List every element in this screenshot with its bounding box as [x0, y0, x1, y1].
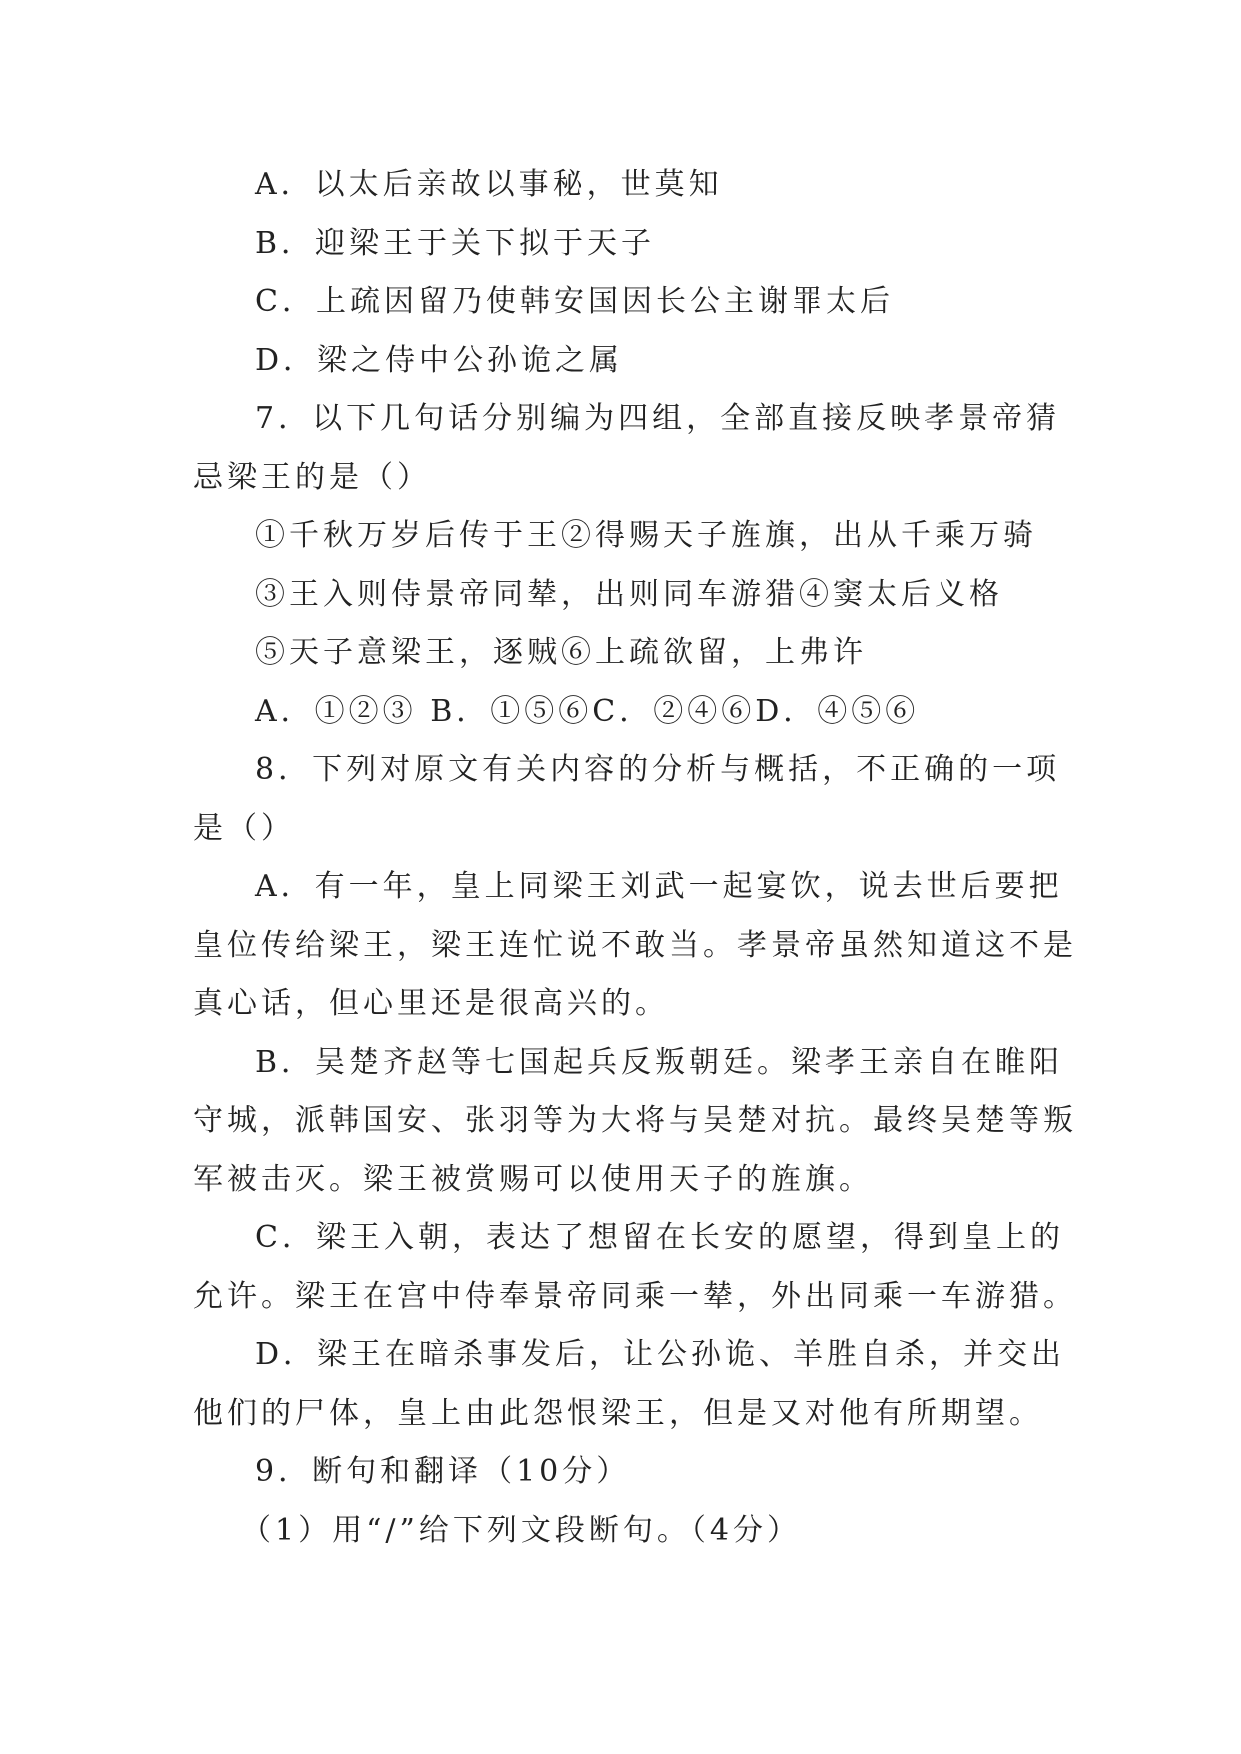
text-line: ⑤天子意梁王，逐贼⑥上疏欲留，上弗许: [255, 635, 867, 670]
text-line: （1）用“/”给下列文段断句。（4分）: [241, 1512, 801, 1548]
document-body: [193, 156, 1077, 1560]
text-line: D．梁之侍中公孙诡之属: [255, 342, 624, 378]
text-line: B．迎梁王于关下拟于天子: [255, 225, 656, 261]
text-line: 是（）: [193, 810, 295, 846]
text-line: 允许。梁王在宫中侍奉景帝同乘一辇，外出同乘一车游猎。: [193, 1278, 1077, 1314]
text-line: B．吴楚齐赵等七国起兵反叛朝廷。梁孝王亲自在睢阳: [255, 1044, 1064, 1080]
text-line: 忌梁王的是（）: [193, 459, 431, 495]
text-line: C．上疏因留乃使韩安国因长公主谢罪太后: [255, 284, 894, 319]
text-line: 7．以下几句话分别编为四组，全部直接反映孝景帝猜: [255, 401, 1061, 436]
text-line: 9．断句和翻译（10分）: [255, 1454, 631, 1489]
text-line: A．①②③ B．①⑤⑥C．②④⑥D．④⑤⑥: [255, 693, 920, 729]
text-line: ①千秋万岁后传于王②得赐天子旌旗，出从千乘万骑: [255, 518, 1037, 553]
text-line: 军被击灭。梁王被赏赐可以使用天子的旌旗。: [193, 1161, 873, 1197]
text-line: A．以太后亲故以事秘，世莫知: [255, 167, 723, 202]
text-line: 守城，派韩国安、张羽等为大将与吴楚对抗。最终吴楚等叛: [193, 1103, 1077, 1138]
text-line: A．有一年，皇上同梁王刘武一起宴饮，说去世后要把: [255, 869, 1063, 904]
text-line: 8．下列对原文有关内容的分析与概括，不正确的一项: [255, 752, 1061, 787]
text-line: D．梁王在暗杀事发后，让公孙诡、羊胜自杀，并交出: [255, 1337, 1066, 1372]
text-line: 他们的尸体，皇上由此怨恨梁王，但是又对他有所期望。: [193, 1395, 1043, 1431]
text-line: C．梁王入朝，表达了想留在长安的愿望，得到皇上的: [255, 1220, 1064, 1255]
text-line: 真心话，但心里还是很高兴的。: [193, 986, 669, 1021]
text-line: ③王入则侍景帝同辇，出则同车游猎④窦太后义格: [255, 576, 1003, 612]
text-line: 皇位传给梁王，梁王连忙说不敢当。孝景帝虽然知道这不是: [193, 927, 1077, 963]
